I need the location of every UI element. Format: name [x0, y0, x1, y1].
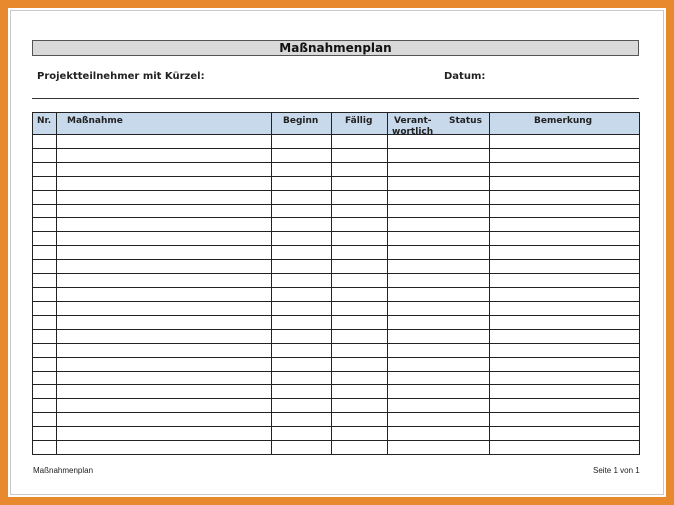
header-due: Fällig — [345, 116, 373, 126]
document-title: Maßnahmenplan — [32, 40, 639, 56]
footer-page-number: Seite 1 von 1 — [593, 466, 640, 475]
header-status: Status — [449, 116, 482, 126]
date-label: Datum: — [444, 71, 486, 82]
header-nr: Nr. — [37, 116, 52, 126]
footer-doc-name: Maßnahmenplan — [33, 466, 94, 475]
header-start: Beginn — [283, 116, 319, 126]
header-responsible-line1: Verant- — [394, 116, 432, 126]
header-responsible-line2: wortlich — [392, 127, 434, 137]
header-remarks: Bemerkung — [534, 116, 593, 126]
header-measure: Maßnahme — [67, 116, 123, 126]
participants-label: Projektteilnehmer mit Kürzel: — [37, 71, 205, 82]
